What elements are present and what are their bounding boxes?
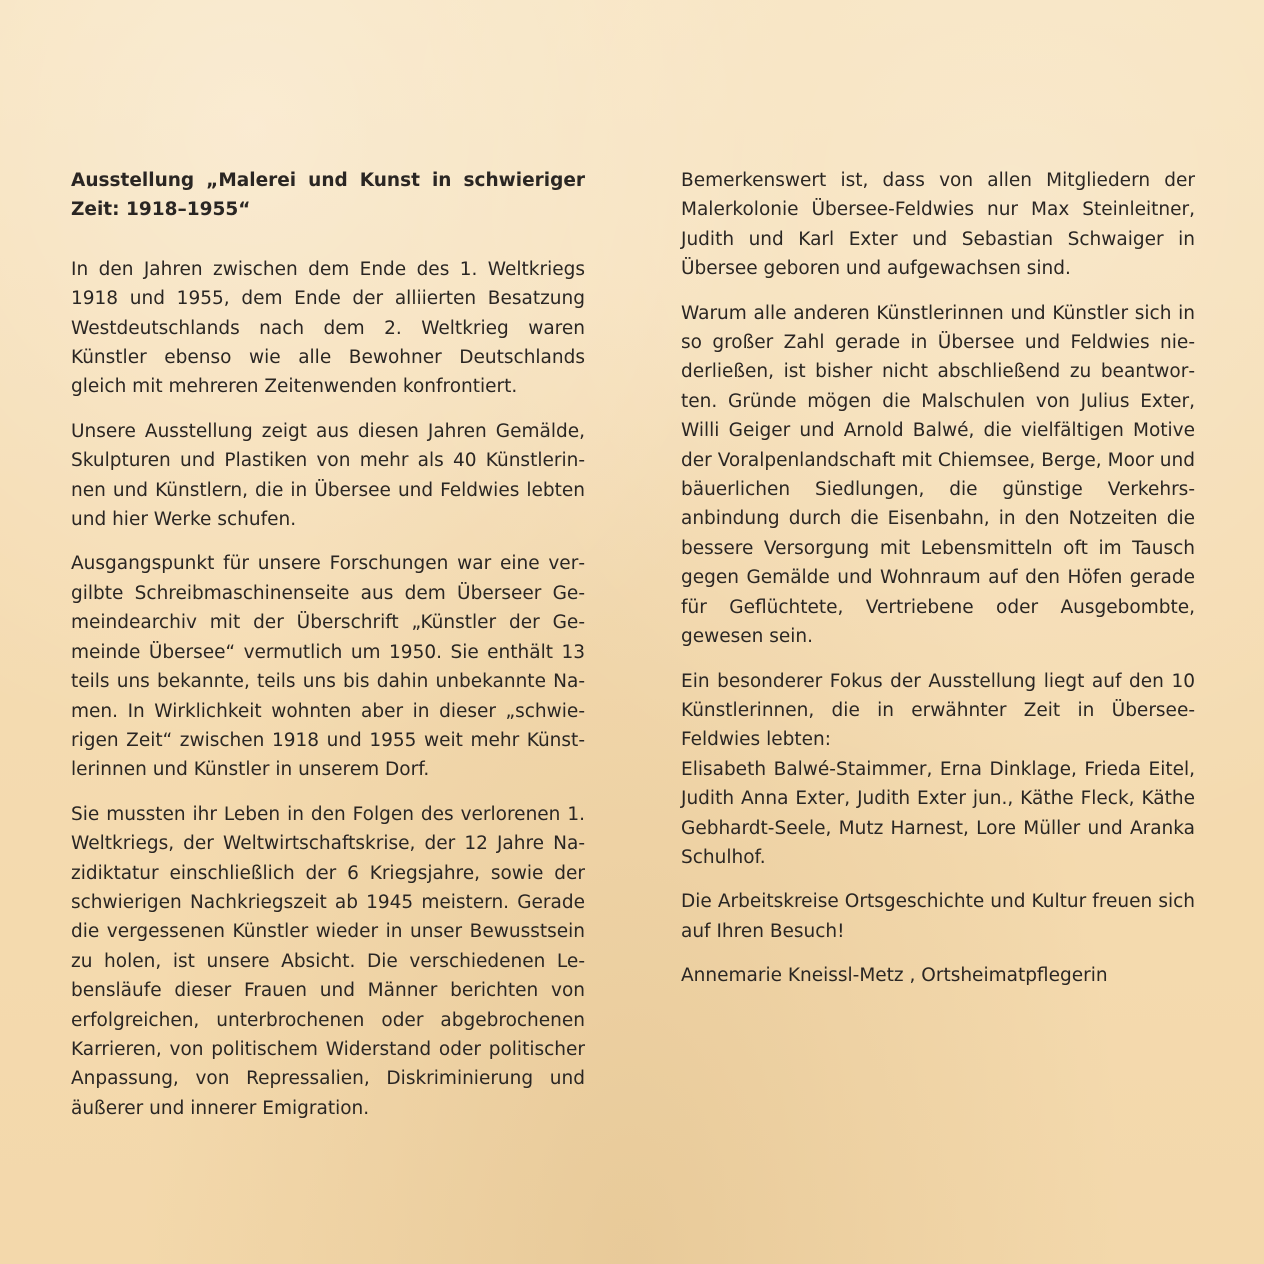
paragraph-exhibition: Unsere Ausstellung zeigt aus diesen Jahren Gemälde, Skulpturen und Plastiken von mehr als 40 Künstlerinnen und Künstlern, die in Übersee und Feldwies lebten und hier Werke schufen. [71, 420, 585, 531]
paragraph-focus: Ein besonderer Fokus der Ausstellung liegt auf den 10 Künstlerinnen, die in erwähnter Zeit in Übersee-Feldwies lebten: [681, 670, 1195, 751]
paragraph-reasons: Warum alle anderen Künstlerinnen und Künstler sich in so großer Zahl gerade in Übersee und Feldwies niederließen, ist bisher nicht abschließend zu beantworten. Gründe mögen die Malschulen von Julius Exter, Willi Geiger und Arnold Balwé, die vielfältigen Motive der Voralpenlandschaft mit Chiemsee, Berge, Moor und bäuerlichen Siedlungen, die günstige Verkehrsanbindung durch die Eisenbahn, in den Notzeiten die bessere Versorgung mit Lebensmitteln oft im Tausch gegen Gemälde und Wohnraum auf den Höfen gerade für Geflüchtete, Vertriebene oder Ausgebombte, gewesen sein. [681, 302, 1195, 648]
artists-list: Elisabeth Balwé-Staimmer, Erna Dinklage, Frieda Eitel, Judith Anna Exter, Judith Exter jun., Käthe Fleck, Käthe Gebhardt-Seele, Mutz Harnest, Lore Müller und Aranka Schulhof. [681, 758, 1195, 868]
paragraph-members: Bemerkenswert ist, dass von allen Mitgliedern der Malerkolonie Übersee-Feldwies nur Max Steinleitner, Judith und Karl Exter und Sebastian Schwaiger in Übersee geboren und aufgewachsen sind. [681, 170, 1195, 280]
paragraph-research: Ausgangspunkt für unsere Forschungen war eine vergilbte Schreibmaschinenseite aus dem Überseer Gemeindearchiv mit der Überschrift „Künstler der Gemeinde Übersee“ vermutlich um 1950. Sie enthält 13 teils uns bekannte, teils uns bis dahin unbekannte Namen. In Wirklichkeit wohnten aber in dieser „schwierigen Zeit“ zwischen 1918 und 1955 weit mehr Künstlerinnen und Künstler in unserem Dorf. [71, 553, 585, 781]
paragraph-lives: Sie mussten ihr Leben in den Folgen des verlorenen 1. Weltkriegs, der Weltwirtschaftskrise, der 12 Jahre Nazidiktatur einschließlich der 6 Kriegsjahre, sowie der schwierigen Nachkriegszeit ab 1945 meistern. Gerade die vergessenen Künstler wieder in unser Bewusstsein zu holen, ist unsere Absicht. Die verschiedenen Lebensläufe dieser Frauen und Männer berichten von erfolgreichen, unterbrochenen oder abgebrochenen Karrieren, von politischem Widerstand oder politischer Anpassung, von Repressalien, Diskriminierung und äußerer und innerer Emigration. [71, 803, 585, 1119]
signature: Annemarie Kneissl-Metz , Ortsheimatpflegerin [681, 965, 1108, 987]
closing-text: Die Arbeitskreise Ortsgeschichte und Kultur freuen sich auf Ihren Besuch! [681, 891, 1195, 942]
left-column [71, 166, 585, 1138]
paragraph-intro: In den Jahren zwischen dem Ende des 1. Weltkriegs 1918 und 1955, dem Ende der alliierten Besatzung Westdeutschlands nach dem 2. Weltkrieg waren Künstler ebenso wie alle Bewohner Deutschlands gleich mit mehreren Zeitenwenden konfrontiert. [71, 258, 585, 398]
right-column [681, 166, 1195, 1006]
exhibition-heading: Ausstellung „Malerei und Kunst in schwieriger Zeit: 1918–1955“ [71, 170, 585, 221]
